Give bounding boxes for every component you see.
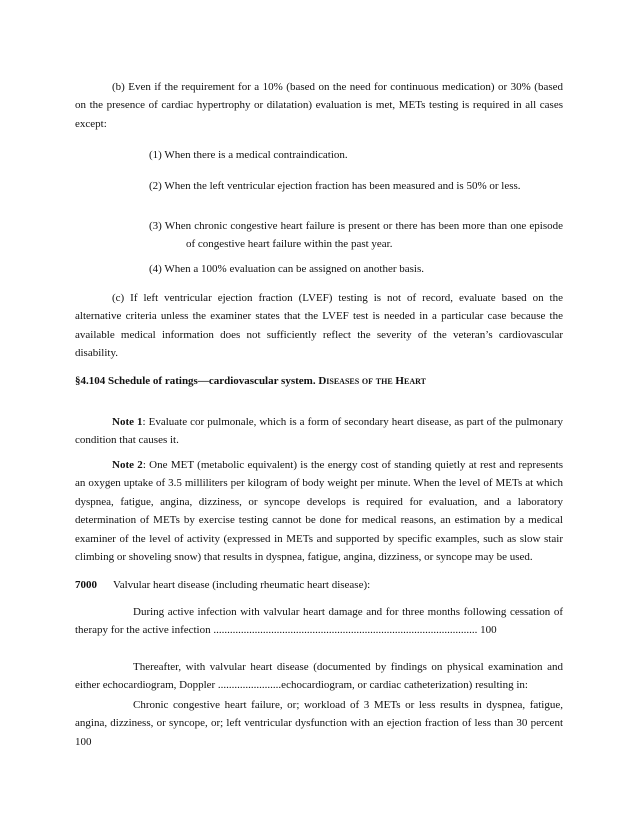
diagnostic-code-row bbox=[75, 576, 563, 594]
paragraph-c: (c) If left ventricular ejection fraction (LVEF) testing is not of record, evaluate based on the alternative criteria unless the examiner states that the LVEF test is needed in a particular case because the available medical information does not sufficiently reflect the severity of the veteran’s cardiovascular disability. bbox=[75, 292, 563, 360]
note-2 bbox=[75, 456, 563, 566]
rating-criteria-thereafter: Thereafter, with valvular heart disease (documented by findings on physical examination and either echocardiogram, Doppler .......................echocardiogram, or cardiac catheterization) resulting in: bbox=[75, 661, 563, 692]
note-2-text: : One MET (metabolic equivalent) is the energy cost of standing quietly at rest and represents an oxygen uptake of 3.5 milliliters per kilogram of body weight per minute. When the level of METs at which dyspnea, fatigue, angina, dizziness, or syncope develops is required for evaluation, and a laboratory determination of METs by exercise testing cannot be done for medical reasons, an estimation by a medical examiner of the level of activity (expressed in METs and supported by specific examples, such as slow stair climbing or shoveling snow) that results in dyspnea, fatigue, angina, dizziness, or syncope may be used. bbox=[75, 459, 563, 564]
section-subtitle: Diseases of the Heart bbox=[318, 375, 426, 387]
section-title: §4.104 Schedule of ratings—cardiovascular system. bbox=[75, 375, 316, 387]
exception-item-4: (4) When a 100% evaluation can be assigned on another basis. bbox=[149, 263, 425, 275]
exception-item-3: (3) When chronic congestive heart failure is present or there has been more than one episode of congestive heart failure within the past year. bbox=[149, 220, 563, 251]
diagnostic-code: 7000 bbox=[75, 579, 97, 591]
diagnostic-title: Valvular heart disease (including rheumatic heart disease): bbox=[113, 579, 371, 591]
paragraph-b: (b) Even if the requirement for a 10% (based on the need for continuous medication) or 30% (based on the presence of cardiac hypertrophy or dilatation) evaluation is met, METs testing is required in all cases except: bbox=[75, 81, 563, 130]
rating-criteria-chf: Chronic congestive heart failure, or; workload of 3 METs or less results in dyspnea, fatigue, angina, dizziness, or syncope, or; left ventricular dysfunction with an ejection fraction of less than 30 percent 100 bbox=[75, 699, 563, 748]
exception-item-2: (2) When the left ventricular ejection fraction has been measured and is 50% or less. bbox=[149, 180, 521, 192]
exception-item-1: (1) When there is a medical contraindication. bbox=[149, 149, 348, 161]
note-2-label: Note 2 bbox=[112, 459, 143, 471]
rating-criteria-active-infection: During active infection with valvular heart damage and for three months following cessation of therapy for the active infection ................................................................................................ 100 bbox=[75, 606, 563, 637]
note-1 bbox=[75, 413, 563, 450]
note-1-label: Note 1 bbox=[112, 416, 143, 428]
section-heading bbox=[75, 372, 563, 390]
note-1-text: : Evaluate cor pulmonale, which is a form of secondary heart disease, as part of the pulmonary condition that causes it. bbox=[75, 416, 563, 447]
